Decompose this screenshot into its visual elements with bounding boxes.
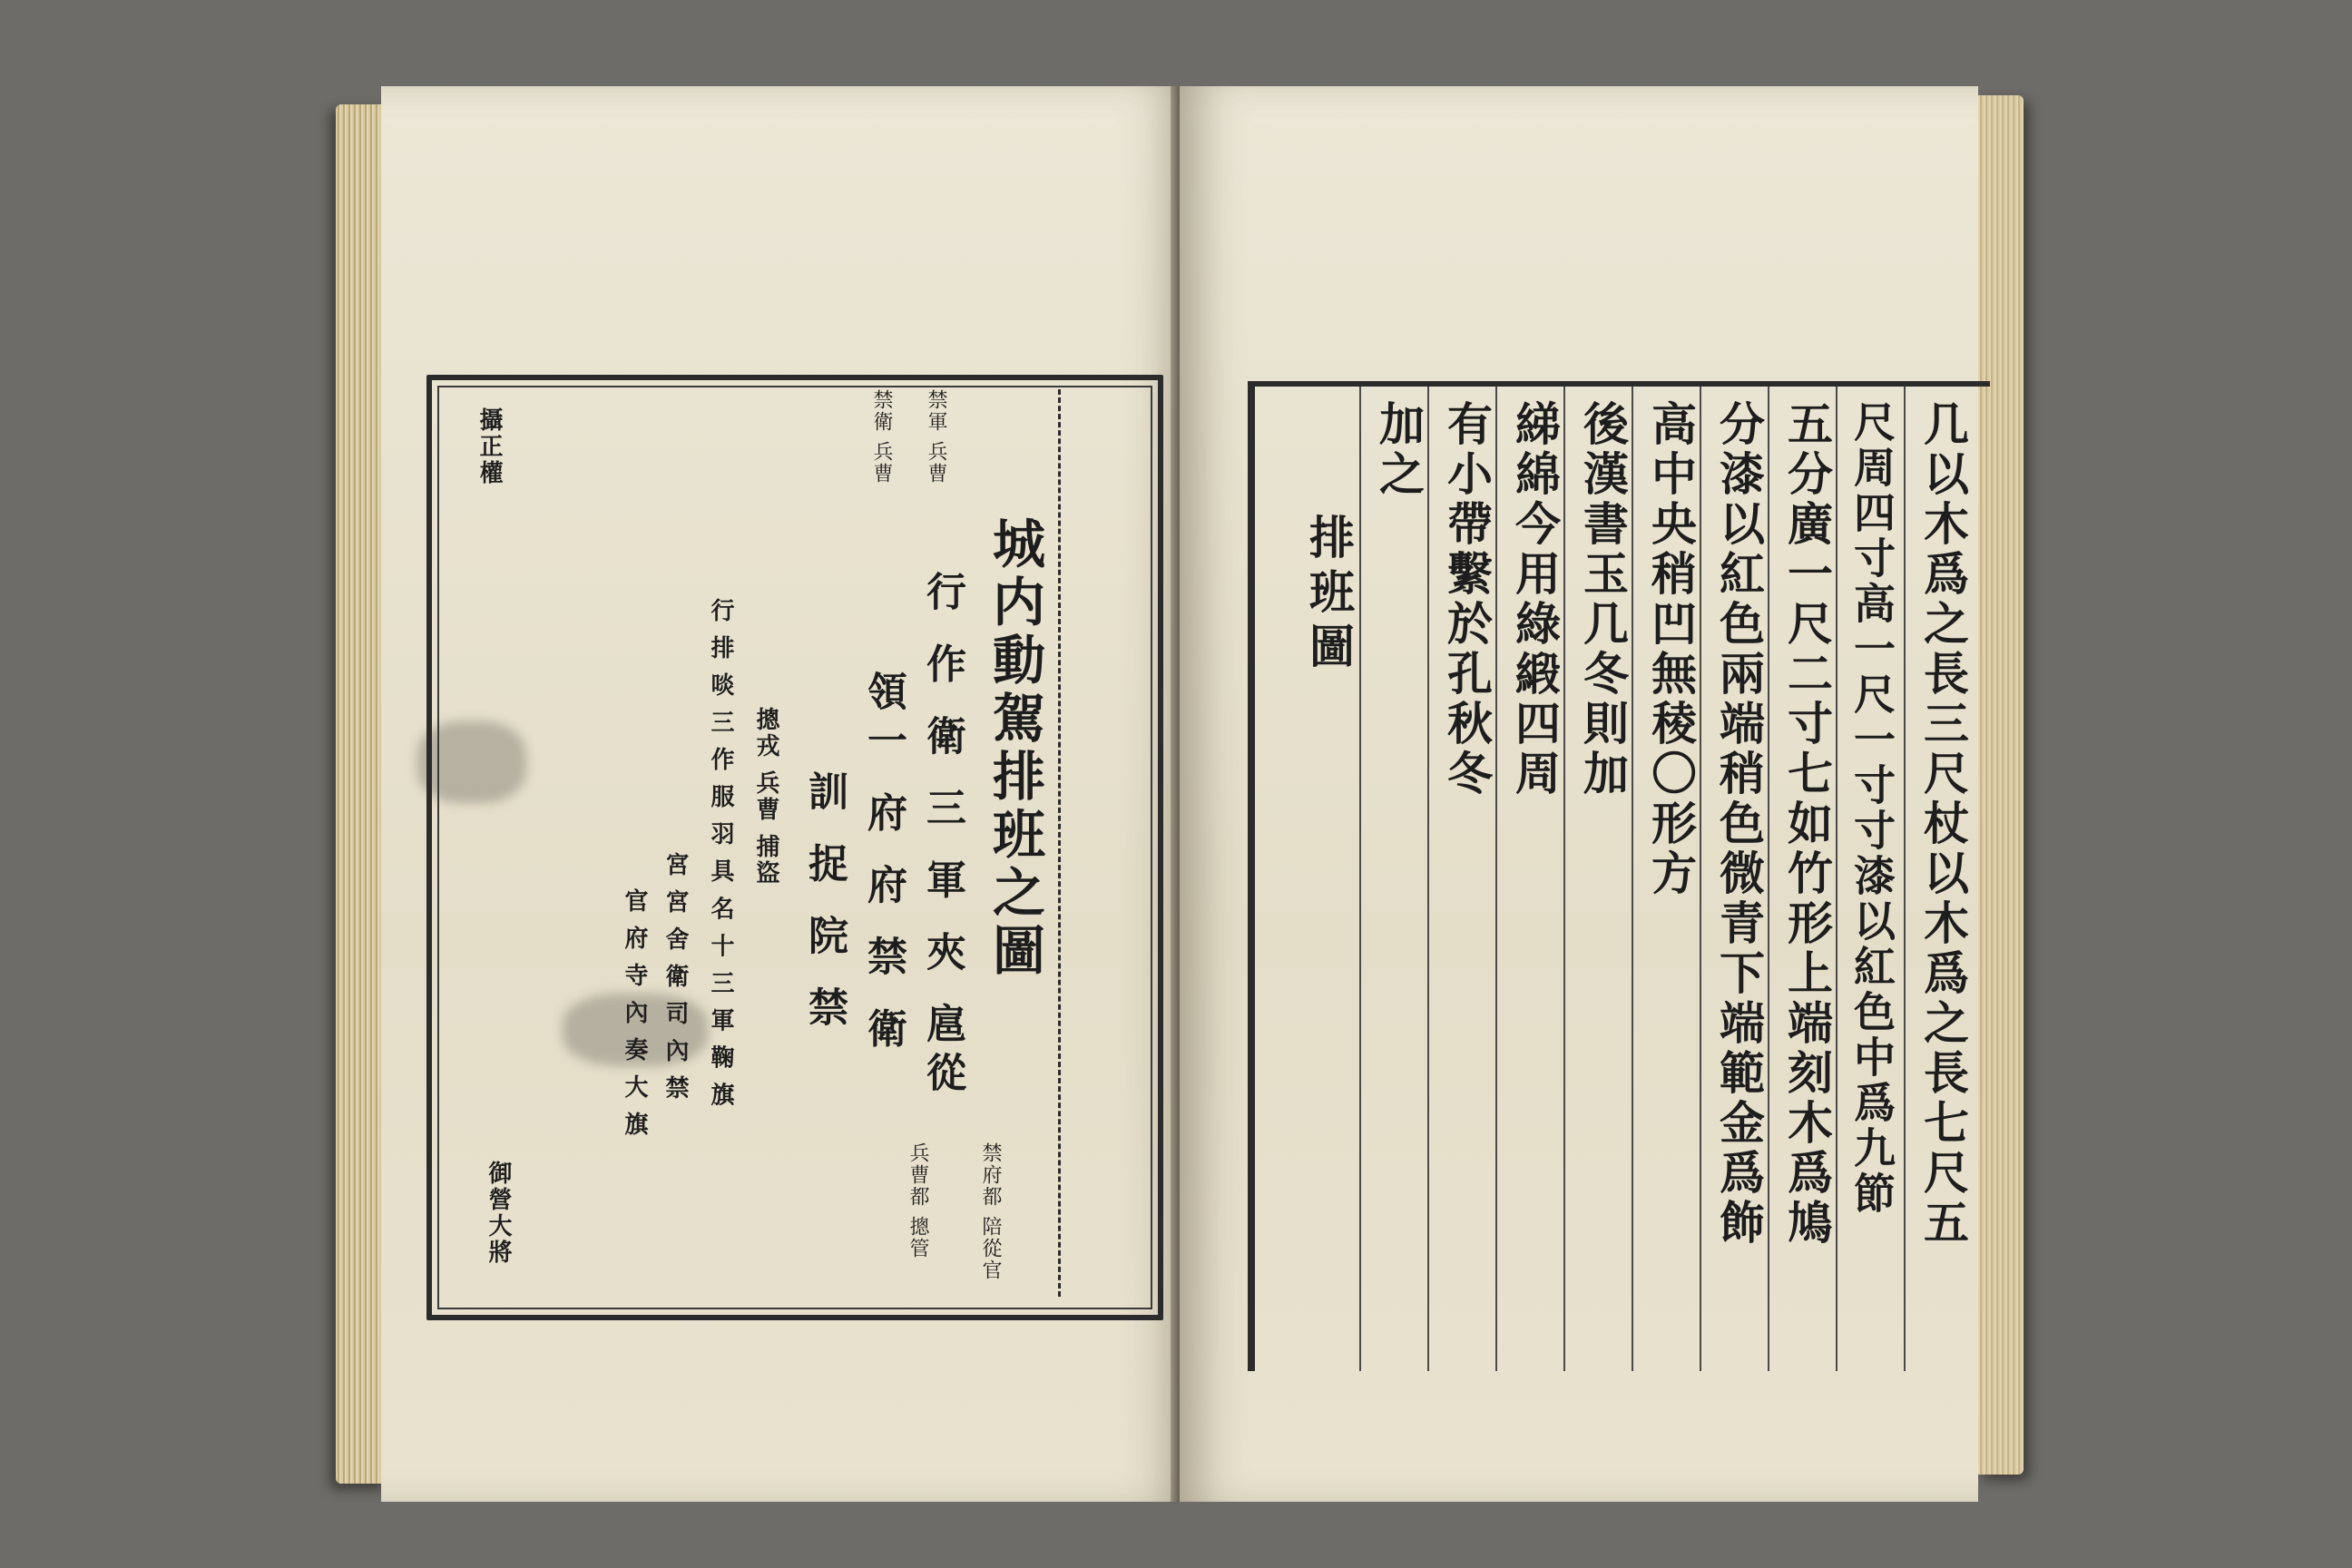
text-column: 五分廣一尺二寸七如竹形上端刻木爲鳩 [1780, 400, 1834, 1249]
diagram-label: 兵曹都 摠管 [906, 1142, 929, 1259]
open-book [336, 86, 2024, 1502]
text-column: 高中央稍凹無稜〇形方 [1644, 400, 1698, 899]
diagram-row: 官 府 寺 內 奏 大 旗 [621, 888, 648, 1139]
right-page [1180, 86, 1978, 1502]
diagram-label: 禁府都 陪從官 [979, 1142, 1002, 1281]
column-divider [1904, 387, 1906, 1371]
diagram-label: 禁軍 兵曹 [925, 389, 947, 485]
diagram-frame [426, 375, 1163, 1320]
diagram-row: 宮 宮 舍 衛 司 內 禁 [662, 852, 689, 1102]
column-divider [1427, 387, 1429, 1371]
diagram-row: 領一 府 府 禁 衛 [860, 671, 906, 1057]
text-column: 分漆以紅色兩端稍色微青下端範金爲飾 [1712, 400, 1766, 1249]
margin-label: 攝正權 [475, 407, 503, 486]
text-column: 几以木爲之長三尺杖以木爲之長七尺五 [1916, 400, 1970, 1249]
diagram-label: 禁衛 兵曹 [870, 389, 893, 485]
diagram-row: 行 作 衛 三 軍 夾 扈從 [919, 571, 965, 1101]
diagram-row: 行 排 啖 三 作 服 羽 具 名 十 三 軍 鞠 旗 [707, 598, 734, 1109]
column-divider [1058, 389, 1061, 1297]
section-heading: 排班圖 [1302, 514, 1356, 677]
diagram-title: 城内動駕排班之圖 [984, 516, 1045, 981]
left-page [381, 86, 1189, 1502]
text-column: 加之 [1372, 400, 1426, 500]
text-column: 有小帶繫於孔秋冬 [1440, 400, 1494, 799]
text-column: 後漢書玉几冬則加 [1576, 400, 1630, 799]
text-column: 綈綿今用綠緞四周 [1508, 400, 1562, 799]
diagram-label: 御營大將 [485, 1161, 512, 1266]
text-frame [1248, 381, 1990, 1371]
diagram-row: 摠戎 兵曹 捕盜 [752, 707, 779, 887]
diagram-row: 訓 捉 院 禁 [801, 770, 848, 1035]
text-column: 尺周四寸高一尺一寸寸漆以紅色中爲九節 [1847, 400, 1896, 1217]
